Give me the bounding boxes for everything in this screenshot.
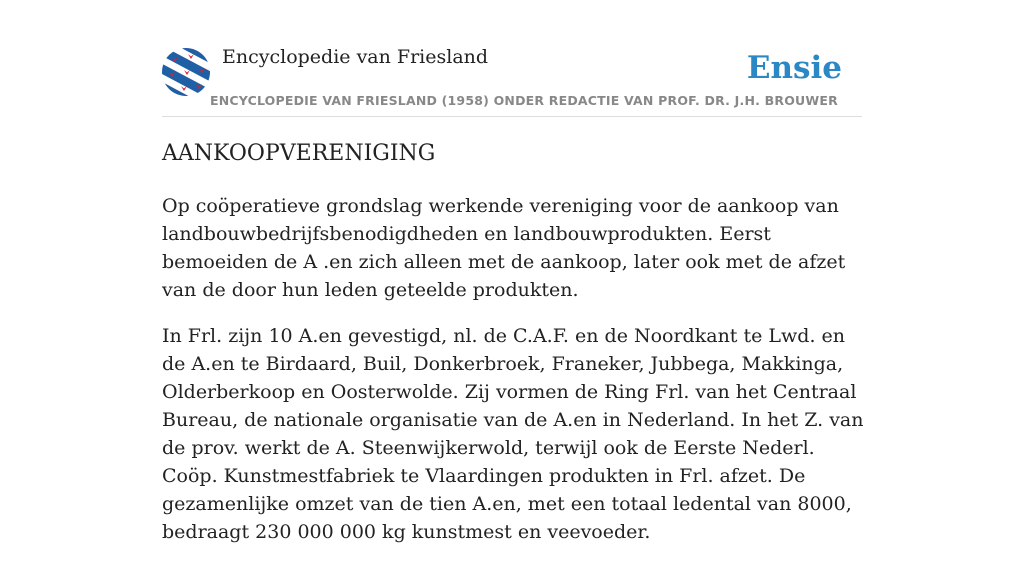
source-title[interactable]: Encyclopedie van Friesland: [222, 46, 489, 68]
source-subtitle: ENCYCLOPEDIE VAN FRIESLAND (1958) ONDER REDACTIE VAN PROF. DR. J.H. BROUWER: [210, 93, 838, 108]
article-body: [162, 192, 864, 564]
article-paragraph: In Frl. zijn 10 A.en gevestigd, nl. de C.A.F. en de Noordkant te Lwd. en de A.en te Birdaard, Buil, Donkerbroek, Franeker, Jubbega, Makkinga, Olderberkoop en Oosterwolde. Zij vormen de Ring Frl. van het Centraal Bureau, de nationale organisatie van de A.en in Nederland. In het Z. van de prov. werkt de A. Steenwijkerwold, terwijl ook de Eerste Nederl. Coöp. Kunstmestfabriek te Vlaardingen produkten in Frl. afzet. De gezamenlijke omzet van de tien A.en, met een totaal ledental van 8000, bedraagt 230 000 000 kg kunstmest en veevoeder.: [162, 325, 864, 543]
article-title: AANKOOPVERENIGING: [162, 141, 436, 166]
frisian-flag-icon[interactable]: [162, 48, 210, 96]
page-header: [162, 44, 862, 117]
article-paragraph: Op coöperatieve grondslag werkende vereniging voor de aankoop van landbouwbedrijfsbenodigdheden en landbouwprodukten. Eerst bemoeiden de A .en zich alleen met de aankoop, later ook met de afzet van de door hun leden geteelde produkten.: [162, 195, 846, 301]
brand-logo-text[interactable]: Ensie: [746, 50, 842, 86]
